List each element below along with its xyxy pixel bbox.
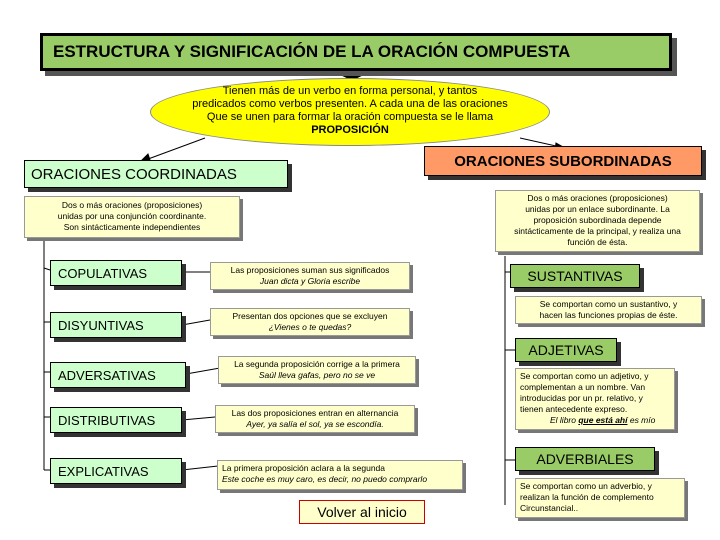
adjetivas-example-relative: que está ahí	[578, 415, 628, 425]
subordinadas-description	[495, 190, 700, 252]
distributivas-description	[215, 405, 415, 433]
adversativas-description	[218, 356, 416, 384]
adjetivas-example	[520, 415, 670, 426]
adjetivas-desc-line: Se comportan como un adjetivo, y	[520, 371, 649, 381]
page-title: ESTRUCTURA Y SIGNIFICACIÓN DE LA ORACIÓN COMPUESTA	[40, 33, 672, 71]
adjetivas-example-start: El libro	[550, 415, 579, 425]
subordinadas-heading: ORACIONES SUBORDINADAS	[424, 146, 702, 176]
adverbiales-desc-line: realizan la función de complemento	[520, 492, 654, 502]
explicativas-description	[217, 460, 463, 490]
disyuntivas-description	[210, 308, 410, 336]
definition-line-2: predicados como verbos presenten. A cada una de las oraciones	[192, 98, 508, 110]
disyuntivas-example: ¿Vienes o te quedas?	[268, 322, 352, 332]
definition-line-3: Que se unen para formar la oración compuesta se le llama	[206, 111, 494, 123]
adjetivas-description	[515, 368, 675, 430]
coordinadas-desc-line: Son sintácticamente independientes	[63, 222, 201, 232]
subordinadas-desc-line: proposición subordinada depende	[533, 215, 662, 225]
distributivas-label: DISTRIBUTIVAS	[50, 407, 182, 433]
coordinadas-desc-line: Dos o más oraciones (proposiciones)	[61, 200, 203, 210]
coordinadas-desc-line: unidas por una conjunción coordinante.	[57, 211, 207, 221]
subordinadas-desc-line: Dos o más oraciones (proposiciones)	[527, 193, 668, 203]
subordinadas-desc-line: sintácticamente de la principal, y realiza una	[514, 226, 681, 236]
definition-keyword: PROPOSICIÓN	[311, 124, 389, 136]
adjetivas-desc-line: introducidas por un pr. relativo, y	[520, 393, 643, 403]
disyuntivas-label: DISYUNTIVAS	[50, 312, 182, 338]
sustantivas-label: SUSTANTIVAS	[510, 264, 640, 288]
adjetivas-desc-line: complementan a un nombre. Van	[520, 382, 646, 392]
adverbiales-label: ADVERBIALES	[515, 447, 655, 471]
distributivas-example: Ayer, ya salía el sol, ya se escondía.	[246, 419, 384, 429]
explicativas-example: Este coche es muy caro, es decir, no puedo comprarlo	[222, 474, 428, 484]
sustantivas-description	[515, 296, 702, 324]
subordinadas-desc-line: unidas por un enlace subordinante. La	[525, 204, 670, 214]
adverbiales-desc-line: Circunstancial..	[520, 503, 579, 513]
back-to-start-button[interactable]: Volver al inicio	[299, 500, 425, 524]
sustantivas-desc-line: hacen las funciones propias de éste.	[539, 310, 678, 320]
adjetivas-label: ADJETIVAS	[515, 338, 617, 362]
adverbiales-description	[515, 478, 685, 518]
sustantivas-desc-line: Se comportan como un sustantivo, y	[539, 299, 678, 309]
adjetivas-desc-line: tienen antecedente expreso.	[520, 404, 628, 414]
explicativas-label: EXPLICATIVAS	[50, 458, 182, 484]
copulativas-example: Juan dicta y Gloria escribe	[259, 276, 361, 286]
explicativas-desc-text: La primera proposición aclara a la segunda	[222, 463, 386, 473]
definition-line-1: Tienen más de un verbo en forma personal, y tantos	[222, 85, 478, 97]
subordinadas-desc-line: función de ésta.	[567, 237, 628, 247]
copulativas-desc-text: Las proposiciones suman sus significados	[230, 265, 390, 275]
adversativas-label: ADVERSATIVAS	[50, 362, 186, 388]
copulativas-label: COPULATIVAS	[50, 260, 182, 286]
definition-ellipse	[150, 78, 550, 146]
adjetivas-example-end: es mío	[627, 415, 656, 425]
distributivas-desc-text: Las dos proposiciones entran en alternancia	[231, 408, 399, 418]
coordinadas-description	[24, 196, 240, 238]
adverbiales-desc-line: Se comportan como un adverbio, y	[520, 481, 652, 491]
disyuntivas-desc-text: Presentan dos opciones que se excluyen	[232, 311, 388, 321]
adversativas-example: Saúl lleva gafas, pero no se ve	[258, 370, 376, 380]
coordinadas-heading: ORACIONES COORDINADAS	[24, 160, 288, 188]
copulativas-description	[210, 262, 410, 290]
adversativas-desc-text: La segunda proposición corrige a la primera	[234, 359, 400, 369]
